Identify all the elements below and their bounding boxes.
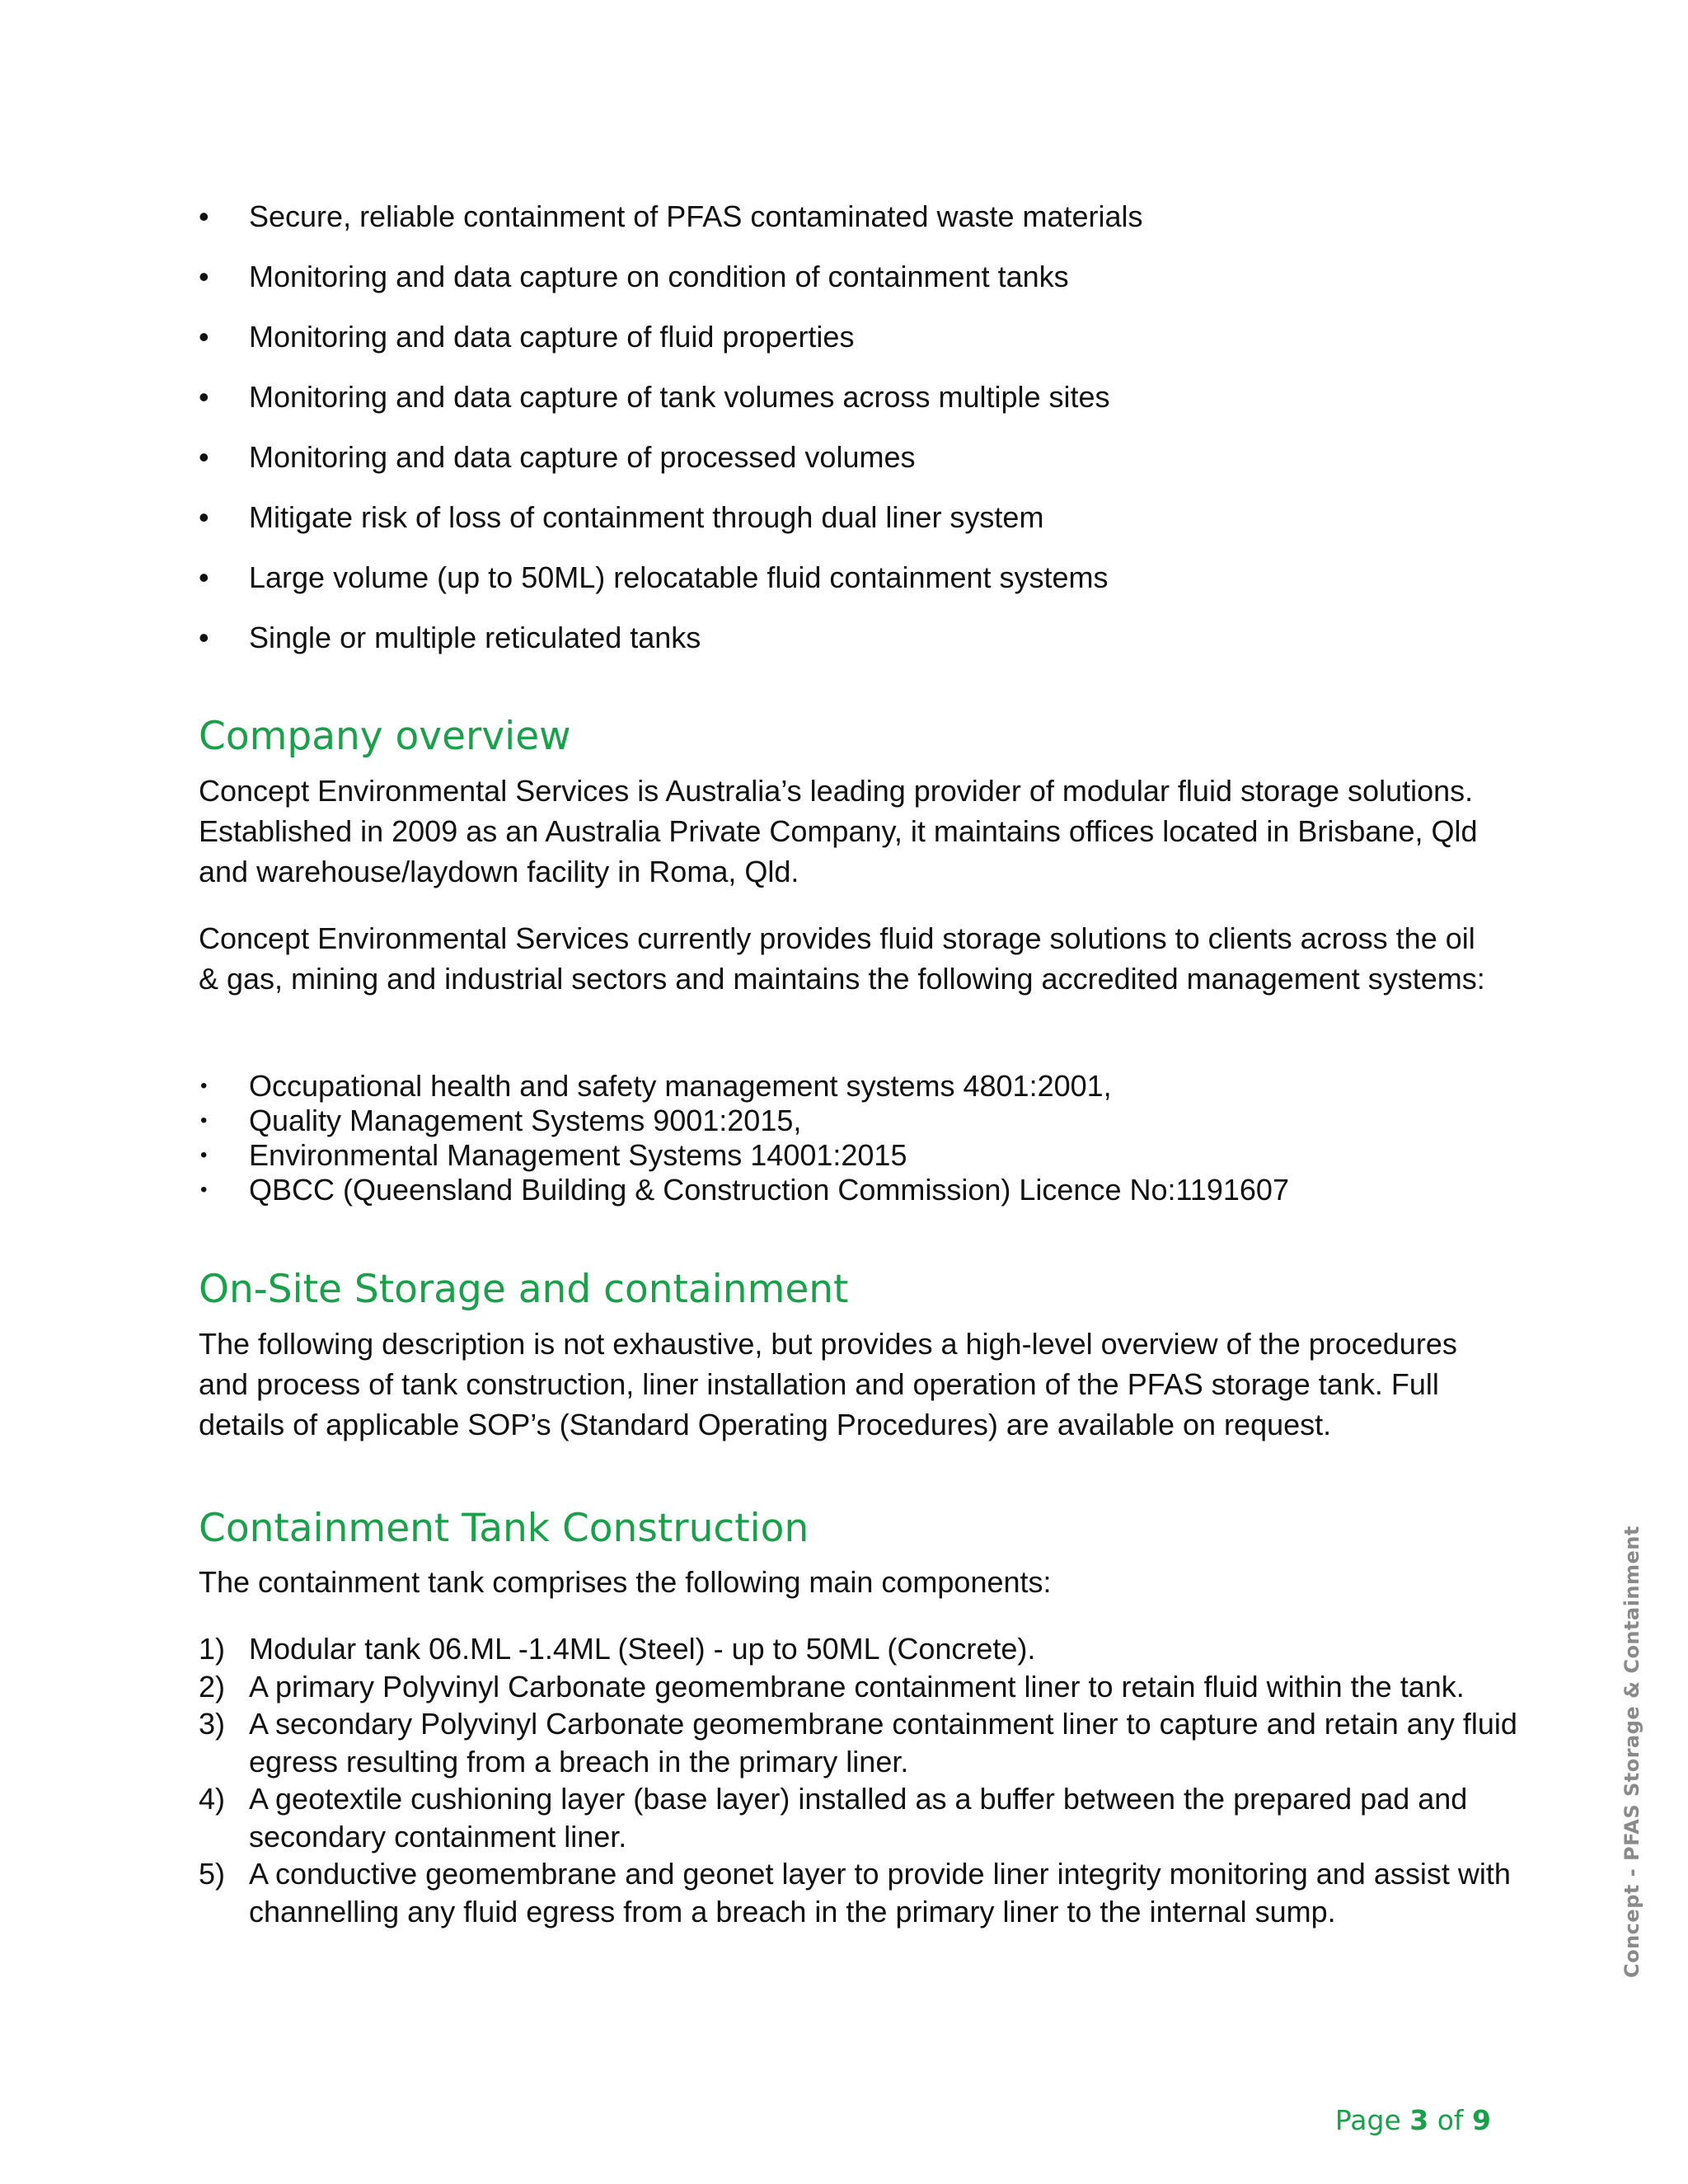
onsite-storage-heading: On-Site Storage and containment bbox=[199, 1267, 849, 1312]
bullet-icon: • bbox=[199, 500, 209, 534]
bullet-icon: • bbox=[199, 621, 209, 654]
onsite-storage-paragraph: The following description is not exhaustive, but provides a high-level overview of the procedures and process of tank construction, liner installation and operation of the PFAS storage tank. Full details of applicable SOP’s (Standard Operating Procedures) are available on request. bbox=[199, 1327, 1457, 1441]
company-overview-paragraph-1: Concept Environmental Services is Australia’s leading provider of modular fluid storage solutions. Established in 2009 as an Australia Private Company, it maintains offices located in Brisbane, Qld and warehouse/laydown facility in Roma, Qld. bbox=[199, 774, 1478, 888]
company-overview-paragraph-2: Concept Environmental Services currently provides fluid storage solutions to clients across the oil & gas, mining and industrial sectors and maintains the following accredited management systems: bbox=[199, 921, 1485, 996]
list-item: 4) A geotextile cushioning layer (base layer) installed as a buffer between the prepared pad and secondary containment liner. bbox=[199, 1782, 1468, 1854]
page-number: Page 3 of 9 bbox=[1334, 2104, 1491, 2136]
list-item: 1) Modular tank 06.ML -1.4ML (Steel) - up to 50ML (Concrete). bbox=[199, 1632, 1036, 1666]
list-item: 3) A secondary Polyvinyl Carbonate geomembrane containment liner to capture and retain any fluid egress resulting from a breach in the primary liner. bbox=[199, 1707, 1517, 1779]
bullet-icon: • bbox=[200, 1179, 208, 1201]
list-item: • Monitoring and data capture of tank volumes across multiple sites bbox=[199, 377, 1497, 437]
bullet-icon: • bbox=[200, 1075, 208, 1097]
tank-construction-heading: Containment Tank Construction bbox=[199, 1506, 809, 1551]
list-item: • Large volume (up to 50ML) relocatable fluid containment systems bbox=[199, 557, 1497, 617]
bullet-icon: • bbox=[199, 380, 209, 414]
bullet-icon: • bbox=[199, 440, 209, 474]
components-list bbox=[199, 1630, 1517, 1930]
list-item: • Monitoring and data capture of processed volumes bbox=[199, 437, 1497, 497]
bullet-icon: • bbox=[199, 260, 209, 293]
bullet-icon: • bbox=[200, 1109, 208, 1132]
list-item: 2) A primary Polyvinyl Carbonate geomembrane containment liner to retain fluid within the tank. bbox=[199, 1669, 1465, 1704]
company-overview-heading: Company overview bbox=[199, 714, 571, 759]
bullet-icon: • bbox=[199, 199, 209, 233]
list-item: • Monitoring and data capture of fluid properties bbox=[199, 316, 1497, 377]
list-item: • Monitoring and data capture on condition of containment tanks bbox=[199, 256, 1497, 316]
bullet-icon: • bbox=[200, 1144, 208, 1166]
list-item: • Secure, reliable containment of PFAS contaminated waste materials bbox=[199, 196, 1497, 256]
bullet-icon: • bbox=[199, 320, 209, 354]
list-item: • Single or multiple reticulated tanks bbox=[199, 617, 1497, 677]
tank-construction-intro: The containment tank comprises the following main components: bbox=[199, 1565, 1052, 1599]
document-page: • Secure, reliable containment of PFAS contaminated waste materials • Monitoring and data capture on condition of containment tanks • Monitoring and data capture of fluid properties • Monitoring and data capture of tank volumes across multiple sites • Monitoring and data capture of processed volumes • Mitigate risk of loss of containment through dual liner system • Large volume (up to 50ML) relocatable fluid containment systems • Single or multiple reticulated tanks Company overview Concept Environmental Services is Australia’s leading provider of modular fluid storage solutions. Established in 2009 as an Australia Private Company, it maintains offices located in Brisbane, Qld and warehouse/laydown facility in Roma, Qld. Concept Environmental Services currently provides fluid storage solutions to clients across the oil & gas, mining and industrial sectors and maintains the following accredited management systems: • Occupational health and safety management systems 4801:2001, • Quality Management Systems 9001:2015, • Environmental Management Systems 14001:2015 • QBCC (Queensland Building & Construction Commission) Licence No:1191607 On-Site Storage and containment The following description is not exhaustive, but provides a high-level overview of the procedures and process of tank construction, liner installation and operation of the PFAS storage tank. Full details of applicable SOP’s (Standard Operating Procedures) are available on request. Containment Tank Construction The containment tank comprises the following main components: 1) Modular tank 06.ML -1.4ML (Steel) - up to 50ML (Concrete). 2) A primary Polyvinyl Carbonate geomembrane containment liner to retain fluid within the tank. 3) A secondary Polyvinyl Carbonate geomembrane containment liner to capture and retain any fluid egress resulting from a breach in the primary liner. 4) A geotextile cushioning layer (base layer) installed as a buffer between the prepared pad and secondary containment liner. 5) A conductive geomembrane and geonet layer to provide liner integrity monitoring and assist with channelling any fluid egress from a breach in the primary liner to the internal sump. Concept - PFAS Storage & Containment Page 3 of 9 bbox=[0, 0, 1688, 2184]
intro-bullet-list bbox=[199, 196, 1497, 677]
list-item: • Mitigate risk of loss of containment through dual liner system bbox=[199, 497, 1497, 557]
list-item: 5) A conductive geomembrane and geonet layer to provide liner integrity monitoring and assist with channelling any fluid egress from a breach in the primary liner to the internal sump. bbox=[199, 1857, 1511, 1929]
bullet-icon: • bbox=[199, 560, 209, 594]
